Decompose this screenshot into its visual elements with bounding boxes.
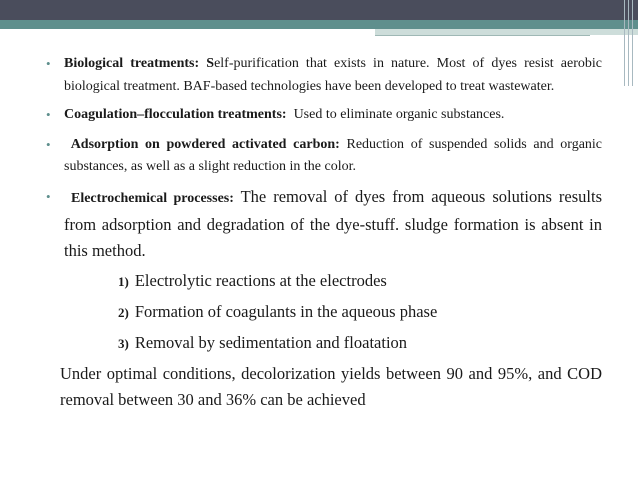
bullet-electrochemical — [40, 184, 602, 264]
right-edge-decoration — [620, 0, 638, 86]
bullet-adsorption — [40, 134, 602, 179]
header-bar-teal — [0, 20, 638, 29]
bullet-icon: • — [46, 136, 51, 152]
numbered-list — [118, 266, 602, 359]
bullet-text: elf-purification that exists in nature. Most of dyes resist aerobic biological treatment. BAF-based technologies have been developed to treat wastewater. — [64, 56, 602, 94]
bullet-title: Coagulation–flocculation treatments: — [64, 107, 287, 122]
item-text: Formation of coagulants in the aqueous phase — [134, 301, 438, 321]
closing-paragraph: Under optimal conditions, decolorization yields between 90 and 95%, and COD removal between 30 and 36% can be achieved — [60, 363, 602, 409]
bullet-title: Biological treatments: S — [64, 56, 215, 71]
item-text: Electrolytic reactions at the electrodes — [134, 270, 387, 290]
bullet-biological — [40, 53, 602, 98]
bullet-text: Used to eliminate organic substances. — [293, 107, 505, 122]
numbered-item — [118, 266, 602, 297]
item-number: 2) — [118, 304, 129, 320]
bullet-coagulation — [40, 104, 602, 127]
bullet-icon: • — [46, 56, 51, 71]
item-number: 3) — [118, 335, 129, 351]
header-divider-line — [375, 35, 590, 36]
item-text: Removal by sedimentation and floatation — [134, 332, 408, 352]
slide-content — [40, 53, 602, 413]
numbered-item — [118, 328, 602, 359]
bullet-text: Reduction of suspended solids and organic substances, as well as a slight reduction in the color. — [64, 136, 603, 174]
numbered-item — [118, 297, 602, 328]
item-number: 1) — [118, 273, 129, 289]
bullet-icon: • — [46, 188, 51, 204]
bullet-title: Adsorption on powdered activated carbon: — [70, 136, 340, 152]
bullet-text: The removal of dyes from aqueous solutions results from adsorption and degradation of the dye-stuff. sludge formation is absent in this method. — [64, 186, 602, 260]
bullet-icon: • — [46, 107, 51, 122]
header-bar-dark — [0, 0, 638, 20]
bullet-title: Electrochemical processes: — [70, 190, 234, 206]
